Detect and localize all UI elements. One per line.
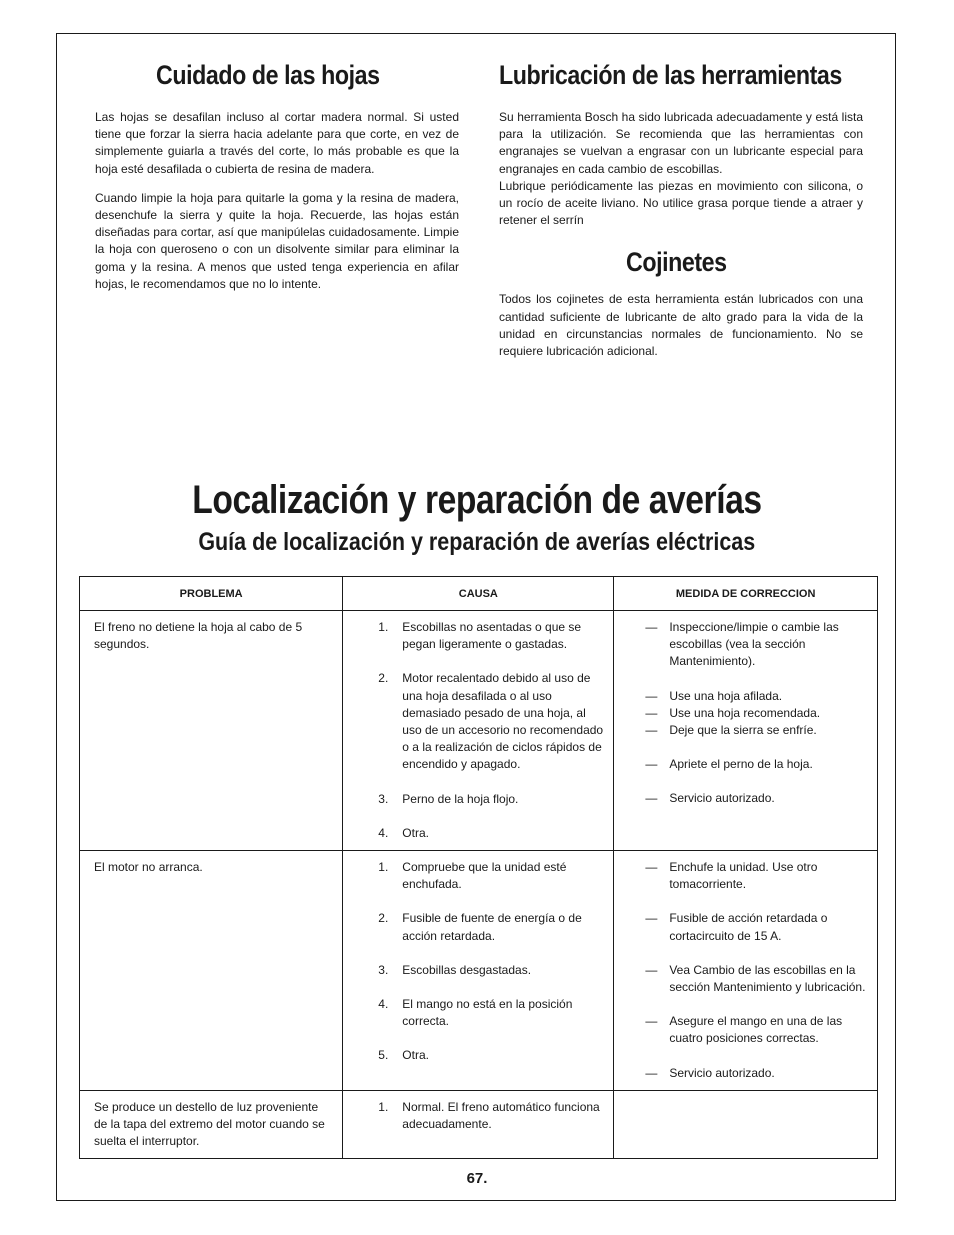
dash-bullet: — <box>645 723 658 738</box>
cause-text: Otra. <box>402 1048 429 1063</box>
blade-care-paragraph: Las hojas se desafilan incluso al cortar madera normal. Si usted tiene que forzar la sierra hacia adelante para que corte, en vez de simplemente guiarla a través del corte, lo más probable es que la hoja esté desafilada o cubierta de resina de madera. <box>95 110 459 176</box>
problem-cell: Se produce un destello de luz proveniente de la tapa del extremo del motor cuando se suelta el interruptor. <box>80 1090 343 1159</box>
cause-number: 3. <box>378 791 389 806</box>
bullet-spacer <box>657 910 669 944</box>
cause-cell <box>343 851 614 1091</box>
cause-number: 3. <box>378 962 389 977</box>
bullet-spacer <box>657 1065 669 1082</box>
corrective-action-item <box>614 756 877 773</box>
bullet-spacer <box>657 722 669 739</box>
corrective-action-group <box>614 619 877 671</box>
corrective-action-group <box>614 688 877 740</box>
cause-text: Otra. <box>402 825 429 840</box>
cause-item <box>343 910 613 944</box>
cause-number: 1. <box>378 860 389 875</box>
header-cause: CAUSA <box>343 577 614 611</box>
corrective-action-group <box>614 756 877 773</box>
corrective-action-group <box>614 790 877 807</box>
cause-item <box>343 825 613 842</box>
dash-bullet: — <box>645 620 658 634</box>
corrective-action-group <box>614 859 877 893</box>
cause-text: Escobillas desgastadas. <box>402 962 532 977</box>
dash-bullet: — <box>645 962 658 977</box>
bearings-heading: Cojinetes <box>626 247 727 278</box>
cause-item <box>343 1099 613 1133</box>
corrective-action-item <box>614 910 877 944</box>
problem-cell: El freno no detiene la hoja al cabo de 5 segundos. <box>80 611 343 851</box>
dash-bullet: — <box>645 688 658 703</box>
bullet-spacer <box>657 619 669 671</box>
bullet-spacer <box>657 756 669 773</box>
lubrication-section <box>499 60 863 360</box>
cause-number: 4. <box>378 825 389 840</box>
cause-number: 1. <box>378 1099 389 1114</box>
dash-bullet: — <box>645 860 658 875</box>
dash-bullet: — <box>645 791 658 806</box>
corrective-action-item <box>614 619 877 671</box>
cause-item <box>343 996 613 1030</box>
table-row <box>80 1090 878 1159</box>
bullet-spacer <box>657 688 669 705</box>
corrective-action-group <box>614 962 877 996</box>
cause-number: 5. <box>378 1048 389 1063</box>
cause-text: Fusible de fuente de energía o de acción retardada. <box>402 911 582 943</box>
corrective-action-cell <box>614 851 878 1091</box>
lubrication-heading: Lubricación de las herramientas <box>499 60 842 90</box>
corrective-action-text: Vea Cambio de las escobillas en la sección Mantenimiento y lubricación. <box>669 962 866 995</box>
cause-text: Perno de la hoja flojo. <box>402 791 519 806</box>
cause-number: 4. <box>378 997 389 1012</box>
page-number: 67. <box>466 1170 488 1187</box>
corrective-action-item <box>614 688 877 705</box>
table-header-row <box>80 577 878 611</box>
cause-item <box>343 962 613 979</box>
corrective-action-text: Deje que la sierra se enfríe. <box>669 723 817 738</box>
problem-cell: El motor no arranca. <box>80 851 343 1091</box>
corrective-action-item <box>614 1013 877 1047</box>
header-corrective-action: MEDIDA DE CORRECCION <box>614 577 878 611</box>
bullet-spacer <box>657 962 669 996</box>
corrective-action-group <box>614 910 877 944</box>
cause-number: 2. <box>378 911 389 926</box>
blade-care-paragraph: Cuando limpie la hoja para quitarle la goma y la resina de madera, desenchufe la sierra y quite la hoja. Recuerde, las hojas están diseñadas para cortar, así que manipúlelas cuidadosamente. Limpie la hoja con queroseno o con un disolvente similar para eliminar la goma y la resina. A menos que usted tenga experiencia en afilar hojas, le recomendamos que no lo intente. <box>95 190 459 291</box>
corrective-action-item <box>614 790 877 807</box>
lubrication-paragraph: Su herramienta Bosch ha sido lubricada adecuadamente y está lista para la utilización. Se recomienda que las herramientas con engranajes se vuelvan a engrasar con un lubricante especial para engranajes en cada cambio de escobillas. <box>499 110 863 176</box>
bullet-spacer <box>657 705 669 722</box>
dash-bullet: — <box>645 1014 658 1029</box>
cause-text: Motor recalentado debido al uso de una hoja desafilada o al uso demasiado pesado de una hoja, al uso de un accesorio no recomendado o a la realización de ciclos rápidos de encendido y apagado. <box>402 671 604 772</box>
bullet-spacer <box>657 1013 669 1047</box>
lubrication-paragraph: Lubrique periódicamente las piezas en movimiento con silicona, o un rocío de aceite liviano. No utilice grasa porque tiende a atraer y retener el serrín <box>499 178 863 228</box>
dash-bullet: — <box>645 911 658 926</box>
corrective-action-group <box>614 1013 877 1047</box>
cause-number: 2. <box>378 671 389 686</box>
corrective-action-text: Inspeccione/limpie o cambie las escobillas (vea la sección Mantenimiento). <box>669 620 839 669</box>
corrective-action-cell <box>614 1090 878 1159</box>
corrective-action-group <box>614 1065 877 1082</box>
cause-item <box>343 670 613 773</box>
troubleshooting-table <box>79 576 878 1159</box>
header-problem: PROBLEMA <box>80 577 343 611</box>
cause-text: Escobillas no asentadas o que se pegan ligeramente o gastadas. <box>402 620 582 652</box>
cause-item <box>343 1047 613 1064</box>
cause-item <box>343 619 613 653</box>
cause-item <box>343 791 613 808</box>
corrective-action-item <box>614 1065 877 1082</box>
corrective-action-item <box>614 859 877 893</box>
cause-number: 1. <box>378 620 389 634</box>
blade-care-section <box>95 60 459 293</box>
blade-care-heading: Cuidado de las hojas <box>156 60 380 90</box>
dash-bullet: — <box>645 757 658 772</box>
corrective-action-text: Fusible de acción retardada o cortacircuito de 15 A. <box>669 911 828 943</box>
bullet-spacer <box>657 859 669 893</box>
sub-title: Guía de localización y reparación de averías eléctricas <box>198 528 756 556</box>
bullet-spacer <box>657 790 669 807</box>
table-row <box>80 851 878 1091</box>
corrective-action-text: Asegure el mango en una de las cuatro posiciones correctas. <box>669 1014 843 1046</box>
corrective-action-text: Servicio autorizado. <box>669 791 775 806</box>
cause-cell <box>343 611 614 851</box>
dash-bullet: — <box>645 1065 658 1080</box>
cause-text: Compruebe que la unidad esté enchufada. <box>402 860 567 892</box>
corrective-action-item <box>614 722 877 739</box>
corrective-action-text: Servicio autorizado. <box>669 1065 775 1080</box>
corrective-action-item <box>614 705 877 722</box>
corrective-action-text: Apriete el perno de la hoja. <box>669 757 813 772</box>
corrective-action-text: Enchufe la unidad. Use otro tomacorriente. <box>669 860 818 892</box>
cause-text: Normal. El freno automático funciona adecuadamente. <box>402 1099 600 1132</box>
corrective-action-cell <box>614 611 878 851</box>
corrective-action-item <box>614 962 877 996</box>
corrective-action-text: Use una hoja afilada. <box>669 688 783 703</box>
corrective-action-text: Use una hoja recomendada. <box>669 705 821 720</box>
cause-text: El mango no está en la posición correcta. <box>402 997 573 1029</box>
cause-item <box>343 859 613 893</box>
dash-bullet: — <box>645 705 658 720</box>
main-title: Localización y reparación de averías <box>192 478 762 522</box>
cause-cell <box>343 1090 614 1159</box>
table-row <box>80 611 878 851</box>
bearings-paragraph: Todos los cojinetes de esta herramienta están lubricados con una cantidad suficiente de lubricante de alto grado para la vida de la unidad en circunstancias normales de funcionamiento. No se requiere lubricación adicional. <box>499 292 863 359</box>
